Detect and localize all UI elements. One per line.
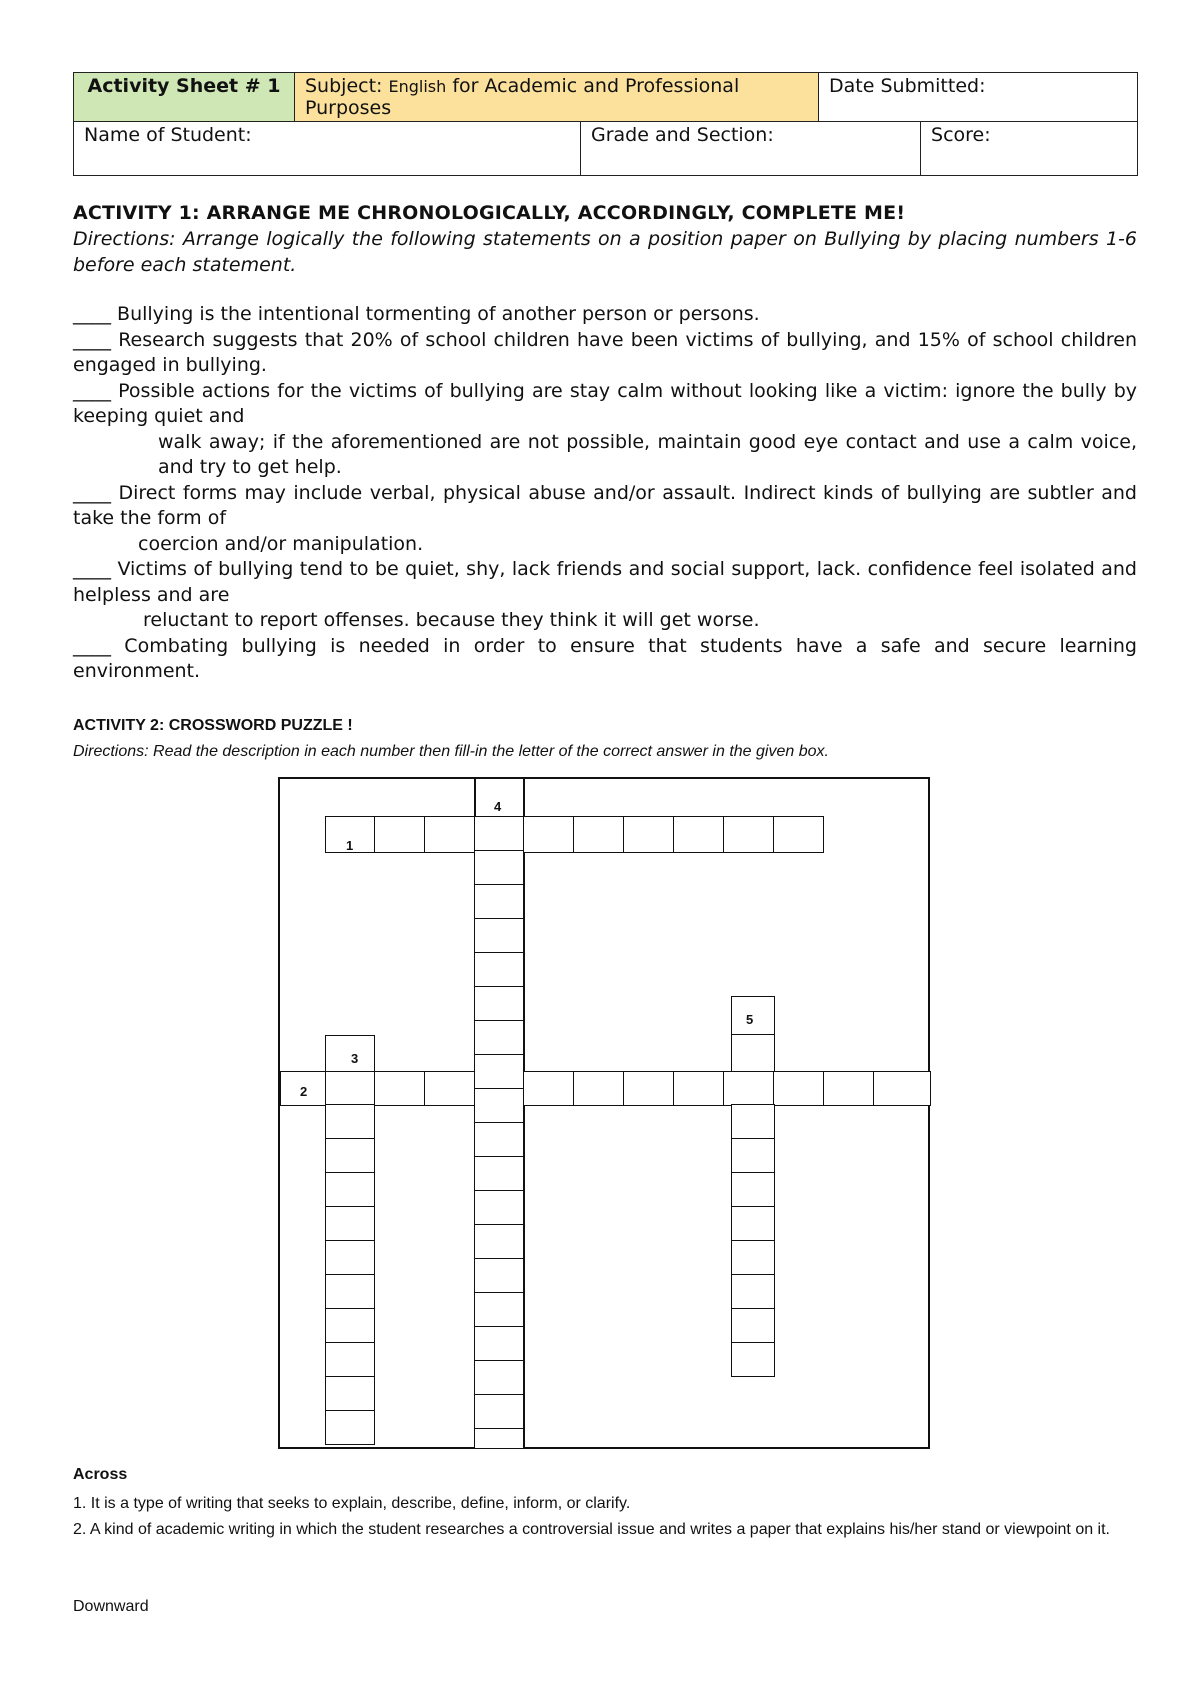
down-3-cell[interactable] — [325, 1104, 375, 1139]
down-3-cell[interactable] — [325, 1206, 375, 1241]
across-2-cell[interactable] — [325, 1071, 375, 1106]
across-1-cell[interactable] — [523, 816, 574, 853]
across-2-cell[interactable] — [573, 1071, 624, 1106]
down-4-cell[interactable] — [474, 918, 524, 953]
down-4-cell[interactable] — [474, 986, 524, 1021]
statement-1: ____ Bullying is the intentional tormenting of another person or persons. — [73, 303, 760, 325]
subject-rest: for Academic and Professional Purposes — [305, 75, 740, 119]
down-4-cell[interactable] — [474, 1054, 524, 1089]
statement-3-continuation: walk away; if the aforementioned are not possible, maintain good eye contact and use a calm voice, and try to get help. — [158, 430, 1137, 478]
statement-4: ____ Direct forms may include verbal, physical abuse and/or assault. Indirect kinds of bullying are subtler and take the form of — [73, 481, 1137, 529]
date-submitted-label: Date Submitted: — [829, 75, 986, 97]
across-clue-2: 2. A kind of academic writing in which the student researches a controversial issue and writes a paper that explains his/her stand or viewpoint on it. — [73, 1521, 1110, 1538]
down-4-cell[interactable] — [474, 1190, 524, 1225]
statement-4-continuation: coercion and/or manipulation. — [138, 532, 424, 555]
down-4-cell[interactable] — [474, 884, 524, 919]
down-4-cell[interactable] — [474, 1258, 524, 1293]
across-1-cell[interactable] — [673, 816, 724, 853]
down-3-cell[interactable] — [325, 1274, 375, 1309]
activity1-title: ACTIVITY 1: ARRANGE ME CHRONOLOGICALLY, ACCORDINGLY, COMPLETE ME! — [73, 202, 906, 224]
down-4-cell[interactable] — [474, 1394, 524, 1429]
across-1-cell[interactable] — [723, 816, 774, 853]
statement-5: ____ Victims of bullying tend to be quiet, shy, lack friends and social support, lack. confidence feel isolated and helpless and are — [73, 558, 1137, 606]
across-1-cell[interactable] — [573, 816, 624, 853]
down-5-cell[interactable] — [731, 1240, 775, 1275]
across-2-cell[interactable] — [424, 1071, 475, 1106]
down-4-cell[interactable] — [474, 1292, 524, 1327]
across-1-cell[interactable] — [374, 816, 425, 853]
down-4-cell[interactable] — [474, 1224, 524, 1259]
subject-cell — [295, 73, 819, 122]
across-title: Across — [73, 1466, 128, 1483]
statement-3: ____ Possible actions for the victims of bullying are stay calm without looking like a victim: ignore the bully by keeping quiet and — [73, 379, 1137, 427]
activity2-title: ACTIVITY 2: CROSSWORD PUZZLE ! — [73, 717, 353, 734]
downward-title: Downward — [73, 1598, 149, 1615]
down-5-cell[interactable] — [731, 1274, 775, 1309]
down-4-cell[interactable] — [474, 952, 524, 987]
down-3-cell[interactable] — [325, 1376, 375, 1411]
score-label: Score: — [931, 124, 991, 146]
down-4-cell[interactable] — [474, 1156, 524, 1191]
across-2-cell[interactable] — [623, 1071, 674, 1106]
down-5-cell[interactable] — [731, 1138, 775, 1173]
across-1-cell[interactable] — [424, 816, 475, 853]
activity-sheet-cell — [74, 73, 295, 122]
clue-number-3: 3 — [351, 1051, 359, 1066]
down-5-cell[interactable] — [731, 1342, 775, 1377]
subject-course: English — [388, 77, 447, 96]
grade-section-cell[interactable] — [581, 122, 921, 176]
across-2-cell[interactable] — [374, 1071, 425, 1106]
down-3-cell[interactable] — [325, 1172, 375, 1207]
statement-6: ____ Combating bullying is needed in order to ensure that students have a safe and secure learning environment. — [73, 634, 1137, 682]
down-4-cell[interactable] — [474, 1020, 524, 1055]
header-table — [73, 72, 1138, 176]
across-1-cell[interactable] — [773, 816, 824, 853]
student-name-cell[interactable] — [74, 122, 581, 176]
down-4-cell[interactable] — [474, 1122, 524, 1157]
clue-number-4: 4 — [494, 799, 502, 814]
across-2-cell[interactable] — [873, 1071, 931, 1106]
down-4-cell[interactable] — [474, 816, 524, 851]
clue-number-5: 5 — [746, 1012, 754, 1027]
across-2-cell[interactable] — [523, 1071, 574, 1106]
down-4-cell[interactable] — [474, 1428, 524, 1449]
down-5-cell[interactable] — [731, 1104, 775, 1139]
down-3-cell[interactable] — [325, 1308, 375, 1343]
date-submitted-cell[interactable] — [819, 73, 1138, 122]
down-3-cell[interactable] — [325, 1410, 375, 1445]
down-4-cell[interactable] — [474, 1360, 524, 1395]
down-5-cell[interactable] — [731, 1034, 775, 1072]
across-2-cell[interactable] — [823, 1071, 874, 1106]
across-1-cell[interactable] — [623, 816, 674, 853]
grade-section-label: Grade and Section: — [591, 124, 774, 146]
clue-number-1: 1 — [346, 838, 354, 853]
crossword-grid — [278, 777, 930, 1449]
down-3-cell[interactable] — [325, 1035, 375, 1072]
statement-2: ____ Research suggests that 20% of school children have been victims of bullying, and 15% of school children engaged in bullying. — [73, 328, 1137, 376]
score-cell[interactable] — [921, 122, 1138, 176]
down-3-cell[interactable] — [325, 1138, 375, 1173]
activity-sheet-label: Activity Sheet # 1 — [87, 75, 281, 97]
activity2-directions: Directions: Read the description in each number then fill-in the letter of the correct answer in the given box. — [73, 743, 829, 760]
down-4-cell[interactable] — [474, 850, 524, 885]
down-4-cell[interactable] — [474, 1088, 524, 1123]
down-5-cell[interactable] — [731, 1172, 775, 1207]
down-3-cell[interactable] — [325, 1342, 375, 1377]
down-5-cell[interactable] — [731, 1308, 775, 1343]
down-5-cell[interactable] — [731, 1206, 775, 1241]
down-4-cell[interactable] — [474, 1326, 524, 1361]
student-name-label: Name of Student: — [84, 124, 252, 146]
statement-list — [73, 302, 1137, 685]
activity1-directions: Directions: Arrange logically the following statements on a position paper on Bullying by placing numbers 1-6 before each statement. — [73, 228, 1137, 276]
across-2-cell[interactable] — [723, 1071, 774, 1106]
subject-label: Subject: — [305, 75, 383, 97]
across-2-cell[interactable] — [773, 1071, 824, 1106]
across-clue-1: 1. It is a type of writing that seeks to explain, describe, define, inform, or clarify. — [73, 1495, 631, 1512]
clue-number-2: 2 — [300, 1084, 308, 1099]
statement-5-continuation: reluctant to report offenses. because they think it will get worse. — [143, 609, 760, 631]
across-2-cell[interactable] — [673, 1071, 724, 1106]
down-3-cell[interactable] — [325, 1240, 375, 1275]
